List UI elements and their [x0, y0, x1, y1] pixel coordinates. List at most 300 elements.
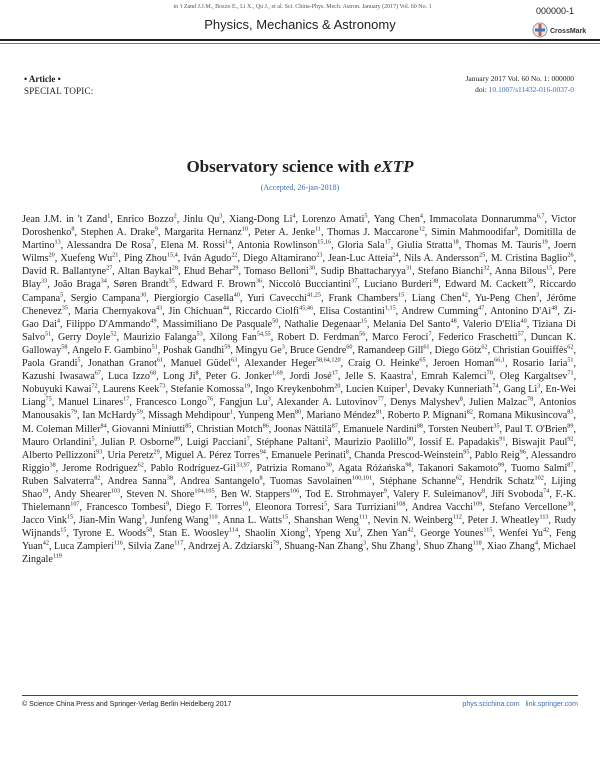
doi-line — [475, 85, 574, 94]
author-name: Andrew Cumming — [401, 305, 479, 317]
affiliation-number: 75 — [45, 395, 52, 403]
author-name: Francesco Tombesi — [86, 502, 167, 514]
author-name: Mariano Méndez — [306, 410, 376, 422]
author-name: Zhen Yan — [366, 528, 408, 540]
author-name: Niccolò Bucciantini — [268, 279, 352, 291]
special-topic: SPECIAL TOPIC: — [24, 86, 94, 96]
author-name: Takanori Sakamoto — [417, 462, 499, 474]
affiliation-number: 115 — [483, 526, 493, 534]
author-name: Jinlu Qu — [183, 214, 220, 225]
author-name: Frank Chambers — [328, 292, 399, 304]
author-name: Yang Chen — [373, 214, 420, 225]
affiliation-number: 8 — [195, 369, 199, 377]
author-name: Diego F. Torres — [175, 502, 243, 514]
affiliation-number: 19 — [244, 382, 251, 390]
affiliation-number: 3 — [141, 513, 145, 521]
affiliation-number: 92 — [567, 435, 574, 443]
author-name: Paola Grandi — [22, 358, 78, 370]
affiliation-number: 99 — [498, 461, 505, 469]
affiliation-number: 15 — [66, 513, 74, 521]
affiliation-number: 15 — [398, 291, 405, 299]
author-name: Søren Brandt — [113, 279, 169, 291]
running-head: in 't Zand J.J.M., Bozzo E., Li X., Qu J., et al. Sci. China-Phys. Mech. Astron. January (2017) Vol. 60 No. 1 — [173, 4, 432, 10]
author-name: Xiao Zhang — [486, 541, 535, 553]
author-name: Eleonora Torresi — [255, 502, 325, 514]
author-name: Giulia Stratta — [397, 240, 453, 252]
affiliation-number: 15 — [60, 526, 67, 534]
author-name: Jerome Rodriguez — [62, 462, 138, 474]
author-name: Stéphane Schanne — [379, 475, 456, 487]
affiliation-number: 39 — [526, 278, 534, 286]
author-name: Xuefeng Wu — [60, 253, 113, 265]
affiliation-number: 73 — [159, 382, 166, 390]
affiliation-number: 1,15 — [384, 304, 396, 312]
author-name: Francesco Longo — [135, 397, 207, 409]
author-name: Oleg Kargaltsev — [499, 371, 568, 383]
author-name: Joern Wilms — [22, 240, 577, 265]
author-name: Massimiliano De Pasquale — [162, 318, 273, 330]
affiliation-number: 15,4 — [166, 251, 178, 259]
author-name: Jérôme Chenevez — [22, 292, 576, 317]
author-name: David R. Ballantyne — [22, 266, 107, 278]
affiliation-number: 22 — [231, 251, 238, 259]
crossmark-badge[interactable] — [532, 21, 587, 45]
author-name: Peter A. Jenke — [254, 227, 316, 239]
affiliation-number: 6,7 — [536, 212, 545, 220]
affiliation-number: 3 — [281, 343, 285, 351]
author-name: Jian-Min Wang — [78, 515, 142, 527]
author-name: Tyrone E. Woods — [73, 528, 147, 540]
affiliation-number: 11 — [315, 225, 321, 233]
author-name: Stéphane Paltani — [256, 436, 326, 448]
affiliation-number: 4 — [419, 212, 423, 220]
affiliation-number: 118 — [472, 539, 482, 547]
affiliation-number: 7 — [428, 330, 432, 338]
affiliation-number: 30 — [308, 265, 316, 273]
author-name: Shuang-Nan Zhang — [284, 541, 364, 553]
author-name: Andrea Sanna — [107, 475, 167, 487]
affiliation-number: 5 — [324, 500, 328, 508]
header-rule — [0, 39, 600, 41]
affiliation-number: 116 — [113, 539, 123, 547]
author-name: Ben W. Stappers — [220, 488, 290, 500]
author-name: João Braga — [53, 279, 101, 291]
author-name: Enrico Bozzo — [116, 214, 174, 225]
author-name: Antonino D'Aì — [490, 305, 552, 317]
author-name: Gang Li — [503, 384, 538, 396]
author-name: Denys Malyshev — [390, 397, 460, 409]
affiliation-number: 112 — [452, 513, 462, 521]
affiliation-number: 15 — [546, 265, 553, 273]
author-name: Giovanni Miniutti — [111, 423, 186, 435]
affiliation-number: 42 — [461, 291, 468, 299]
affiliation-number: 51 — [45, 330, 52, 338]
springer-link[interactable]: link.springer.com — [525, 701, 578, 708]
affiliation-number: 1,69 — [271, 369, 283, 377]
affiliation-number: 21 — [112, 251, 119, 259]
author-name: Valery F. Suleimanov — [392, 488, 483, 500]
author-name: Craig O. Heinke — [348, 358, 420, 370]
author-name: Ruben Salvaterra — [22, 475, 95, 487]
affiliation-number: 13 — [54, 238, 61, 246]
author-name: Pere Blay — [22, 266, 576, 291]
author-name: Miguel A. Pérez Torres — [165, 449, 260, 461]
affiliation-number: 51 — [151, 343, 158, 351]
affiliation-number: 89 — [567, 422, 574, 430]
author-name: Stefanie Komossa — [170, 384, 244, 396]
affiliation-number: 29 — [153, 448, 160, 456]
author-name: Peter J. Wheatley — [467, 515, 540, 527]
author-name: Angelo F. Gambino — [71, 344, 152, 356]
affiliation-number: 34 — [100, 278, 107, 286]
author-name: Roberto P. Mignani — [387, 410, 467, 422]
affiliation-number: 42 — [407, 526, 414, 534]
author-name: Stan E. Woosley — [159, 528, 230, 540]
author-name: Julien Malzac — [469, 397, 527, 409]
author-name: Piergiorgio Casella — [153, 292, 234, 304]
author-name: Luca Zampieri — [54, 541, 114, 553]
author-name: Edward M. Cackett — [444, 279, 527, 291]
author-name: Stefano Bianchi — [417, 266, 484, 278]
affiliation-number: 103 — [110, 487, 121, 495]
affiliation-number: 30 — [567, 500, 574, 508]
affiliation-number: 9 — [514, 225, 518, 233]
author-name: M. Cristina Baglio — [490, 253, 568, 265]
author-name: Iván Agudo — [183, 253, 232, 265]
author-name: Jean-Luc Atteia — [328, 253, 393, 265]
author-name: Diego Götz — [434, 344, 482, 356]
author-name: Jordi José — [289, 371, 332, 383]
affiliation-number: 52 — [110, 330, 117, 338]
author-name: Andy Shearer — [53, 488, 111, 500]
affiliation-number: 20 — [48, 251, 55, 259]
affiliation-number: 114 — [229, 526, 239, 534]
author-name: Lucien Kuiper — [345, 384, 405, 396]
affiliation-number: 9 — [154, 225, 158, 233]
affiliation-number: 82 — [466, 409, 473, 417]
affiliation-number: 1 — [229, 409, 233, 417]
author-name: Nevin N. Weinberg — [373, 515, 453, 527]
affiliation-number: 9 — [383, 487, 387, 495]
author-name: Domitilla de Martino — [22, 227, 577, 252]
affiliation-number: 35 — [168, 278, 175, 286]
author-name: Emanuele Nardini — [342, 423, 417, 435]
author-name: Silvia Zane — [127, 541, 175, 553]
affiliation-number: 108 — [396, 500, 406, 508]
affiliation-number: 89 — [174, 435, 181, 443]
article-label: • Article • — [24, 74, 61, 84]
affiliation-number: 4 — [534, 539, 538, 547]
affiliation-number: 8 — [71, 225, 75, 233]
author-name: Christian Gouiffès — [492, 344, 568, 356]
affiliation-number: 4 — [292, 212, 296, 220]
affiliation-number: 87 — [567, 461, 574, 469]
affiliation-number: 71 — [567, 369, 574, 377]
affiliation-number: 2 — [325, 435, 329, 443]
author-name: Manuel Güdel — [170, 358, 232, 370]
author-name: Yu-Peng Chen — [475, 292, 537, 304]
affiliation-number: 48 — [551, 304, 558, 312]
affiliation-number: 113 — [539, 513, 549, 521]
author-name: Pablo Rodríguez-Gil — [150, 462, 236, 474]
affiliation-number: 59 — [224, 343, 231, 351]
author-name: Sudip Bhattacharyya — [320, 266, 406, 278]
author-name: Emrah Kalemci — [421, 371, 487, 383]
affiliation-number: 27 — [106, 265, 113, 273]
affiliation-number: 3 — [267, 395, 271, 403]
author-name: Luciano Burderi — [364, 279, 433, 291]
author-name: Jacco Vink — [22, 515, 67, 527]
affiliation-number: 77 — [377, 395, 384, 403]
affiliation-number: 65 — [419, 356, 426, 364]
affiliation-number: 5 — [77, 356, 81, 364]
crossmark-icon — [532, 21, 548, 41]
author-name: Jiří Svoboda — [491, 488, 544, 500]
affiliation-number: 42 — [42, 539, 49, 547]
affiliation-number: 5 — [91, 435, 95, 443]
affiliation-number: 104,105 — [194, 487, 215, 495]
affiliation-number: 38 — [49, 461, 56, 469]
affiliation-number: 54,55 — [256, 330, 271, 338]
affiliation-number: 10 — [242, 500, 249, 508]
author-name: Anna Bilous — [494, 266, 547, 278]
affiliation-number: 63 — [231, 356, 238, 364]
header-rule-thin — [0, 43, 600, 44]
author-name: Simin Mahmoodifar — [431, 227, 515, 239]
author-name: Altan Baykal — [117, 266, 172, 278]
author-name: Duncan K. Galloway — [22, 331, 576, 356]
author-name: Antonia Rowlinson — [237, 240, 318, 252]
author-name: Margarita Hernanz — [164, 227, 242, 239]
author-name: Steven N. Shore — [126, 488, 195, 500]
author-name: Alessandra De Rosa — [66, 240, 152, 252]
author-name: Shu Zhang — [371, 541, 416, 553]
author-name: Wenfei Yu — [499, 528, 543, 540]
affiliation-number: 111 — [358, 513, 368, 521]
affiliation-number: 43 — [156, 304, 163, 312]
author-name: Riccardo Campana — [22, 279, 577, 304]
affiliation-number: 2 — [173, 212, 177, 220]
author-name: Agata Różańska — [337, 462, 406, 474]
title-text: Observatory science with — [186, 157, 374, 176]
author-name: Jonathan Granot — [88, 358, 157, 370]
affiliation-number: 110 — [208, 513, 218, 521]
paper-title — [0, 157, 600, 177]
author-name: Diego Altamirano — [243, 253, 317, 265]
author-name: Iossif E. Papadakis — [419, 436, 500, 448]
author-name: Mauro Orlandini — [22, 436, 92, 448]
affiliation-number: 109 — [473, 500, 483, 508]
footer-rule — [22, 695, 578, 696]
affiliation-number: 66,1 — [494, 356, 505, 364]
affiliation-number: 96 — [519, 448, 526, 456]
author-name: Ingo Kreykenbohm — [255, 384, 335, 396]
author-name: Alessandro Riggio — [22, 449, 577, 474]
affiliation-number: 19 — [541, 238, 548, 246]
author-name: Shuo Zhang — [423, 541, 473, 553]
affiliation-number: 102 — [534, 474, 544, 482]
affiliation-number: 94 — [259, 448, 266, 456]
affiliation-number: 80 — [295, 409, 302, 417]
affiliation-number: 3 — [363, 539, 367, 547]
affiliation-number: 38 — [166, 474, 173, 482]
affiliation-number: 67 — [94, 369, 101, 377]
affiliation-number: 41,25 — [307, 291, 321, 299]
author-name: Xilong Fan — [209, 331, 257, 343]
affiliation-number: 12 — [418, 225, 425, 233]
author-name: Tomaso Belloni — [244, 266, 309, 278]
author-name: Tuomo Salmi — [510, 462, 568, 474]
footer-links — [462, 701, 578, 708]
affiliation-number: 74 — [492, 382, 499, 390]
author-list: Jean J.M. in 't Zand$^1$, Enrico Bozzo$^2$, Jinlu Qu$^3$, Xiang-Dong Li$^4$, Lorenzo Amati$^5$, Yang Chen$^4$, Immacolata Donnarumma$^{6,7}$, Victor Doroshenko$^8$, Stephen A. Drake$^9$, Margarita Hernanz$^{10}$, Peter A. Jenke$^{11}$, Thomas J. Maccarone$^{12}$, Simin Mahmoodifar$^9$, Domitilla de Martino$^{13}$, Alessandra De Rosa$^7$, Elena M. Rossi$^{14}$, Antonia Rowlinson$^{15,16}$, Gloria Sala$^{17}$, Giulia Stratta$^{18}$, Thomas M. Tauris$^{19}$, Joern Wilms$^{20}$, Xuefeng Wu$^{21}$, Ping Zhou$^{15,4}$, Iván Agudo$^{22}$, Diego Altamirano$^{23}$, Jean-Luc Atteia$^{24}$, Nils A. Andersson$^{25}$, M. Cristina Baglio$^{26}$, David R. Ballantyne$^{27}$, Altan Baykal$^{28}$, Ehud Behar$^{29}$, Tomaso Belloni$^{30}$, Sudip Bhattacharyya$^{31}$, Stefano Bianchi$^{32}$, Anna Bilous$^{15}$, Pere Blay$^{33}$, João Braga$^{34}$, Søren Brandt$^{35}$, Edward F. Brown$^{36}$, Niccolò Bucciantini$^{37}$, Luciano Burderi$^{38}$, Edward M. Cackett$^{39}$, Riccardo Campana$^5$, Sergio Campana$^{30}$, Piergiorgio Casella$^{40}$, Yuri Cavecchi$^{41,25}$, Frank Chambers$^{15}$, Liang Chen$^{42}$, Yu-Peng Chen$^3$, Jérôme Chenevez$^{35}$, Maria Chernyakova$^{43}$, Jin Chichuan$^{44}$, Riccardo Ciolfi$^{45,46}$, Elisa Costantini$^{1,15}$, Andrew Cumming$^{47}$, Antonino $D'Aì^{48}$, Zi-Gao Dai$^4$, Filippo D'Ammando$^{49}$, Massimiliano De Pasquale$^{50}$, Nathalie Degenaar$^{15}$, Melania Del Santo$^{48}$, Valerio D'Elia$^{40}$, Tiziana Di Salvo$^{51}$, Gerry Doyle$^{52}$, Maurizio Falanga$^{53}$, Xilong Fan$^{54,55}$, Robert D. Ferdman$^{56}$, Marco Feroci$^7$, Federico Fraschetti$^{57}$, Duncan K. Galloway$^{58}$, Angelo F. Gambino$^{51}$, Poshak Gandhi$^{59}$, Mingyu Ge$^3$, Bruce Gendre$^{60}$, Ramandeep Gill$^{61}$, Diego Götz$^{62}$, Christian Gouiffès$^{62}$, Paola Grandi$^5$, Jonathan Granot$^{61}$, Manuel Güdel$^{63}$, Alexander Heger$^{58,64,120}$, Craig O. Heinke$^{65}$, Jeroen Homan$^{66,1}$, Rosario Iaria$^{51}$, Kazushi Iwasawa$^{67}$, Luca Izzo$^{68}$, Long Ji$^8$, Peter G. Jonker$^{1,69}$, Jordi José$^{17}$, Jelle S. Kaastra$^1$, Emrah Kalemci$^{70}$, Oleg Kargaltsev$^{71}$, Nobuyuki Kawai$^{72}$, Laurens Keek$^{73}$, Stefanie Komossa$^{19}$, Ingo Kreykenbohm$^{20}$, Lucien Kuiper$^1$, Devaky Kunneriath$^{74}$, Gang Li$^3$, En-Wei Liang$^{75}$, Manuel Linares$^{17}$, Francesco Longo$^{76}$, Fangjun Lu$^3$, Alexander A. Lutovinov$^{77}$, Denys Malyshev$^8$, Julien Malzac$^{78}$, Antonios Manousakis$^{79}$, Ian McHardy$^{59}$, Missagh Mehdipour$^1$, Yunpeng Men$^{80}$, Mariano Méndez$^{81}$, Roberto P. Mignani$^{82}$, Romana Mikusincova$^{83}$, M. Coleman Miller$^{84}$, Giovanni Miniutti$^{85}$, Christian Motch$^{86}$, Joonas Nättilä$^{87}$, Emanuele Nardini$^{88}$, Torsten Neubert$^{35}$, Paul T. O'Brien$^{89}$, Mauro Orlandini$^5$, Julian P. Osborne$^{89}$, Luigi Pacciani$^7$, Stéphane Paltani$^2$, Maurizio Paolillo$^{90}$, Iossif E. Papadakis$^{91}$, Biswajit Paul$^{92}$, Alberto Pellizzoni$^{93}$, Uria Peretz$^{29}$, Miguel A. Pérez Torres$^{94}$, Emanuele Perinati$^8$, Chanda Prescod-Weinstein$^{95}$, Pablo Reig$^{96}$, Alessandro Riggio$^{38}$, Jerome Rodriguez$^{62}$, Pablo Rodríguez-Gil$^{33,97}$, Patrizia Romano$^{30}$, Agata Różańska$^{98}$, Takanori Sakamoto$^{99}$, Tuomo Salmi$^{87}$, Ruben Salvaterra$^{82}$, Andrea Sanna$^{38}$, Andrea Santangelo$^8$, Tuomas Savolainen$^{100,101}$, Stéphane Schanne$^{62}$, Hendrik Schatz$^{102}$, Lijing Shao$^{19}$, Andy Shearer$^{103}$, Steven N. Shore$^{104,105}$, Ben W. Stappers$^{106}$, Tod E. Strohmayer$^9$, Valery F. Suleimanov$^8$, Jiří Svoboda$^{74}$, F.-K. Thielemann$^{107}$, Francesco Tombesi$^9$, Diego F. Torres$^{10}$, Eleonora Torresi$^5$, Sara Turriziani$^{108}$, Andrea Vacchi$^{109}$, Stefano Vercellone$^{30}$, Jacco Vink$^{15}$, Jian-Min Wang$^3$, Junfeng Wang$^{110}$, Anna L. Watts$^{15}$, Shanshan Weng$^{111}$, Nevin N. Weinberg$^{112}$, Peter J. Wheatley$^{113}$, Rudy Wijnands$^{15}$, Tyrone E. Woods$^{58}$, Stan E. Woosley$^{114}$, Shaolin Xiong$^3$, Ypeng Xu$^3$, Zhen Yan$^{42}$, George Younes$^{115}$, Wenfei Yu$^{42}$, Feng Yuan$^{42}$, Luca Zampieri$^{116}$, Silvia Zane$^{117}$, Andrzej A. Zdziarski$^{79}$, Shuang-Nan Zhang$^3$, Shu Zhang$^3$, Shuo Zhang$^{118}$, Xiao Zhang$^4$, Michael Zingale$^{119}$ — [22, 212, 577, 566]
author-name: Ping Zhou — [123, 253, 167, 265]
affiliation-number: 95 — [463, 448, 470, 456]
author-name: Ypeng Xu — [314, 528, 358, 540]
affiliation-number: 62 — [567, 343, 574, 351]
author-name: Torsten Neubert — [428, 423, 494, 435]
journal-link[interactable]: phys.scichina.com — [462, 701, 520, 708]
affiliation-number: 107 — [70, 500, 80, 508]
affiliation-number: 8 — [459, 395, 463, 403]
crossmark-label: CrossMark — [550, 28, 587, 35]
affiliation-number: 17 — [331, 369, 338, 377]
affiliation-number: 84 — [100, 422, 107, 430]
author-name: Filippo D'Ammando — [65, 318, 151, 330]
author-name: Liang Chen — [411, 292, 462, 304]
affiliation-number: 61 — [423, 343, 430, 351]
affiliation-number: 23 — [316, 251, 323, 259]
author-name: Alexander A. Lutovinov — [276, 397, 378, 409]
author-name: Tuomas Savolainen — [269, 475, 352, 487]
author-name: Manuel Linares — [58, 397, 124, 409]
author-name: Yuri Cavecchi — [247, 292, 308, 304]
author-name: Jeroen Homan — [433, 358, 495, 370]
author-name: Long Ji — [163, 371, 196, 383]
affiliation-number: 86 — [262, 422, 269, 430]
author-name: Victor Doroshenko — [22, 214, 577, 239]
affiliation-number: 119 — [52, 553, 62, 561]
affiliation-number: 56 — [359, 330, 366, 338]
affiliation-number: 14 — [225, 238, 232, 246]
author-name: Alexander Heger — [244, 358, 316, 370]
affiliation-number: 60 — [346, 343, 353, 351]
affiliation-number: 42 — [542, 526, 550, 534]
affiliation-number: 82 — [94, 474, 101, 482]
author-name: Devaky Kunneriath — [412, 384, 493, 396]
author-name: Jin Chichuan — [168, 305, 223, 317]
author-name: Hendrik Schatz — [469, 475, 535, 487]
affiliation-number: 45,46 — [299, 304, 314, 312]
author-name: Shaolin Xiong — [244, 528, 306, 540]
affiliation-number: 100,101 — [351, 474, 373, 482]
affiliation-number: 17 — [384, 238, 391, 246]
affiliation-number: 7 — [151, 238, 155, 246]
author-name: Stefano Vercellone — [489, 502, 568, 514]
affiliation-number: 5 — [60, 291, 64, 299]
author-name: Elisa Costantini — [319, 305, 385, 317]
author-name: Luca Izzo — [107, 371, 150, 383]
author-name: Jean J.M. in 't Zand — [22, 214, 108, 225]
author-name: Missagh Mehdipour — [148, 410, 230, 422]
author-name: Andrea Vacchi — [411, 502, 474, 514]
author-name: Rudy Wijnands — [22, 515, 577, 540]
author-name: Nathalie Degenaar — [284, 318, 361, 330]
affiliation-number: 40 — [233, 291, 240, 299]
copyright: © Science China Press and Springer-Verlag Berlin Heidelberg 2017 — [22, 701, 232, 708]
footer — [22, 701, 578, 708]
affiliation-number: 9 — [166, 500, 170, 508]
author-name: En-Wei Liang — [22, 384, 577, 409]
affiliation-number: 38 — [432, 278, 439, 286]
doc-number: 000000-1 — [535, 6, 574, 16]
author-name: Emanuele Perinati — [271, 449, 346, 461]
author-name: Christian Motch — [196, 423, 263, 435]
author-name: Yunpeng Men — [237, 410, 296, 422]
affiliation-number: 72 — [91, 382, 98, 390]
affiliation-number: 32 — [483, 265, 490, 273]
affiliation-number: 51 — [567, 356, 574, 364]
affiliation-number: 10 — [241, 225, 249, 233]
affiliation-number: 36 — [255, 278, 262, 286]
affiliation-number: 3 — [219, 212, 223, 220]
affiliation-number: 4 — [56, 317, 60, 325]
affiliation-number: 59 — [136, 409, 143, 417]
affiliation-number: 47 — [478, 304, 485, 312]
affiliation-number: 48 — [450, 317, 457, 325]
author-name: Maurizio Falanga — [123, 331, 197, 343]
affiliation-number: 49 — [150, 317, 157, 325]
affiliation-number: 62 — [481, 343, 488, 351]
issue-info: January 2017 Vol. 60 No. 1: 000000 — [465, 74, 574, 83]
author-name: Gerry Doyle — [57, 331, 111, 343]
affiliation-number: 29 — [232, 265, 239, 273]
doi-prefix: doi: — [475, 85, 489, 94]
accepted-date: (Accepted, 26-jan-2018) — [260, 183, 340, 192]
author-name: Bruce Gendre — [289, 344, 347, 356]
author-name: Maria Chernyakova — [74, 305, 157, 317]
affiliation-number: 3 — [305, 526, 309, 534]
affiliation-number: 1 — [411, 369, 415, 377]
author-name: Paul T. O'Brien — [504, 423, 568, 435]
affiliation-number: 24 — [392, 251, 399, 259]
affiliation-number: 83 — [567, 409, 574, 417]
affiliation-number: 26 — [567, 251, 574, 259]
affiliation-number: 85 — [185, 422, 192, 430]
affiliation-number: 44 — [222, 304, 229, 312]
author-name: Alberto Pellizzoni — [22, 449, 96, 461]
doi-link[interactable]: 10.1007/s11432-016-0037-0 — [488, 85, 574, 94]
author-name: Federico Fraschetti — [438, 331, 518, 343]
author-name: Nils A. Andersson — [404, 253, 479, 265]
author-name: Sara Turriziani — [334, 502, 397, 514]
author-name: Valerio D'Elia — [462, 318, 521, 330]
author-name: Laurens Keek — [102, 384, 160, 396]
author-name: Michael Zingale — [22, 541, 577, 566]
affiliation-number: 3 — [537, 382, 541, 390]
affiliation-number: 68 — [149, 369, 157, 377]
affiliation-number: 117 — [174, 539, 184, 547]
author-name: Andrzej A. Zdziarski — [187, 541, 273, 553]
affiliation-number: 8 — [482, 487, 486, 495]
author-name: Robert D. Ferdman — [277, 331, 360, 343]
affiliation-number: 93 — [96, 448, 103, 456]
author-name: Chanda Prescod-Weinstein — [354, 449, 464, 461]
affiliation-number: 58 — [146, 526, 153, 534]
author-name: Melania Del Santo — [372, 318, 451, 330]
author-name: Peter G. Jonker — [205, 371, 272, 383]
affiliation-number: 88 — [416, 422, 424, 430]
